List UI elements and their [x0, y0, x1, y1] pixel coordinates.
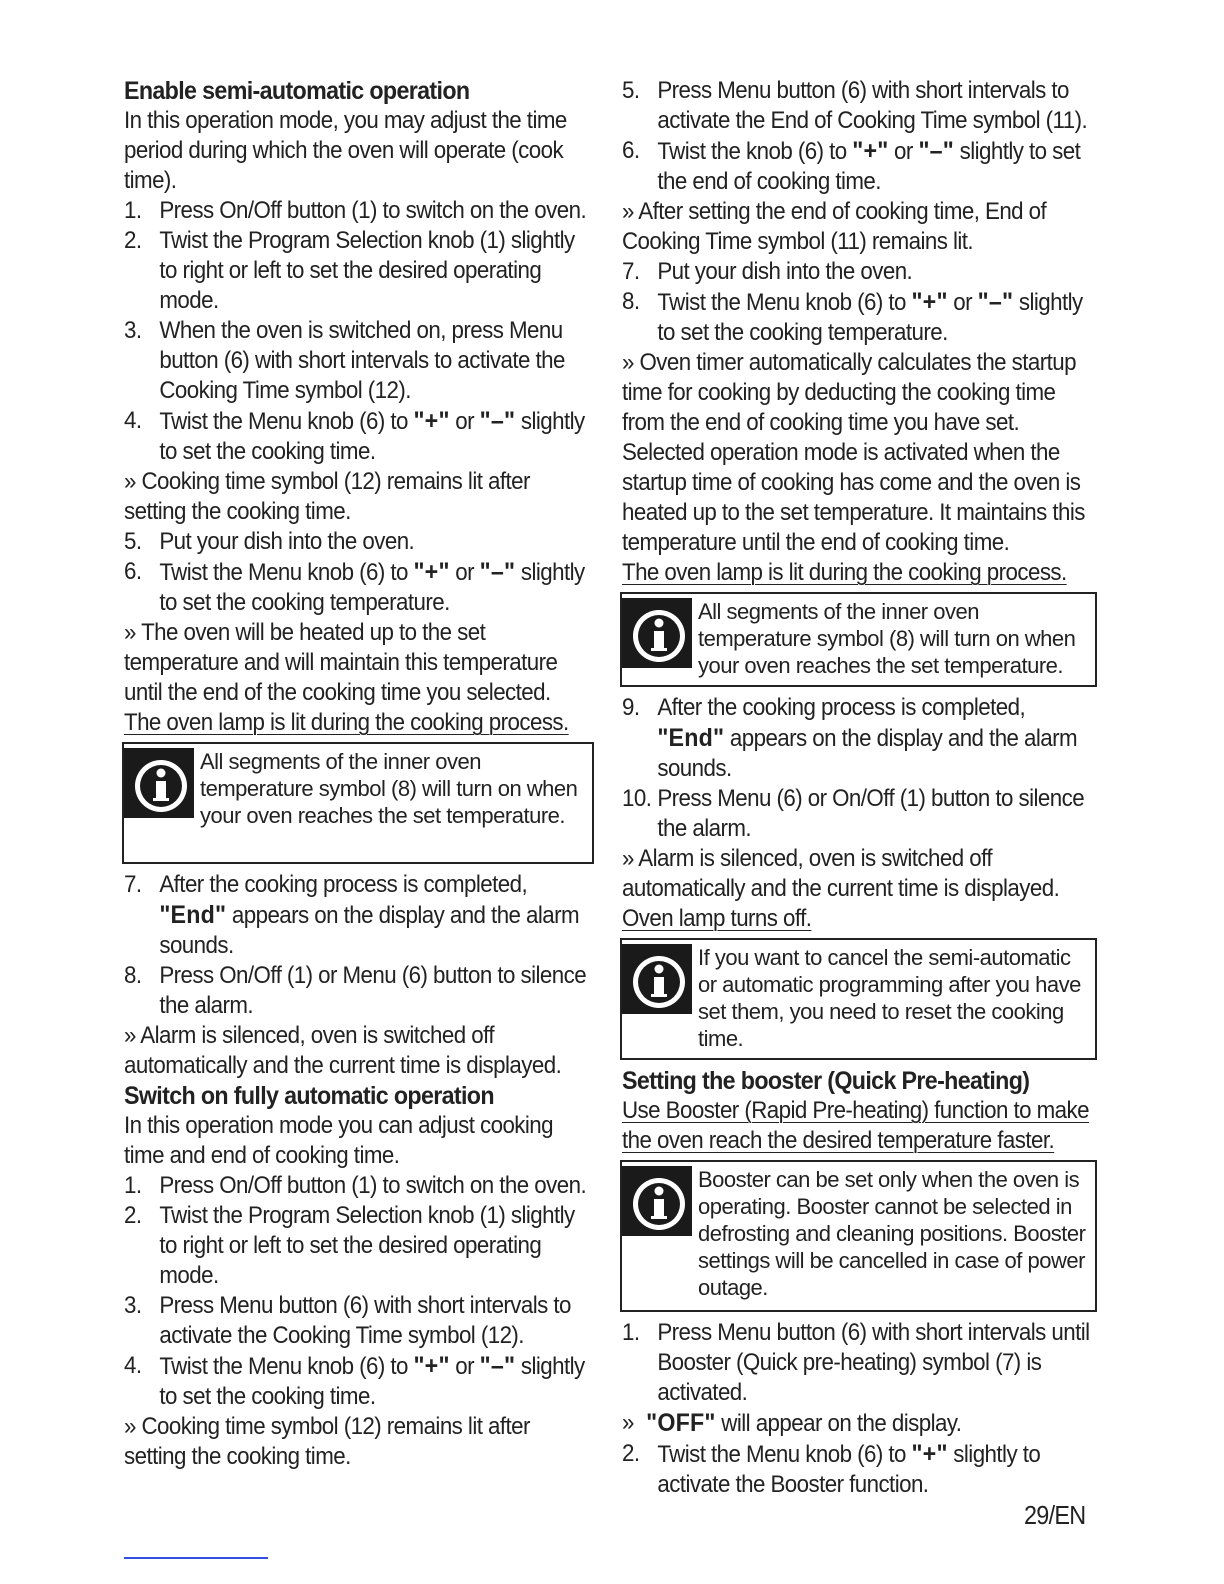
list-item: 1. Press On/Off button (1) to switch on the oven.	[124, 1172, 587, 1199]
result-text: » After setting the end of cooking time, End of Cooking Time symbol (11) remains lit.	[622, 198, 1047, 255]
semi-auto-intro: In this operation mode, you may adjust the time period during which the oven will operate (cook time).	[124, 107, 567, 194]
result-text: » Cooking time symbol (12) remains lit after setting the cooking time.	[124, 1413, 530, 1470]
info-note	[620, 938, 1097, 1060]
list-item: 1. Press Menu button (6) with short intervals until Booster (Quick pre-heating) symbol (7) is activated.	[622, 1319, 1090, 1406]
list-item: 8. Press On/Off (1) or Menu (6) button to silence the alarm.	[124, 962, 587, 1019]
list-item: 6. Twist the knob (6) to "+" or "–" slightly to set the end of cooking time.	[622, 137, 1081, 195]
full-auto-heading: Switch on fully automatic operation	[124, 1082, 494, 1110]
result-text: » Oven timer automatically calculates the startup time for cooking by deducting the cooking time from the end of cooking time you have set. Selected operation mode is activated when the startup time of cooking has come and the oven is heated up to the set temperature. It maintains this temperature until the end of cooking time.	[622, 349, 1085, 556]
full-auto-intro: In this operation mode you can adjust cooking time and end of cooking time.	[124, 1112, 554, 1169]
list-item: 4. Twist the Menu knob (6) to "+" or "–" slightly to set the cooking time.	[124, 1352, 585, 1410]
list-item: 8. Twist the Menu knob (6) to "+" or "–" slightly to set the cooking temperature.	[622, 288, 1083, 346]
list-item: » "OFF" will appear on the display.	[622, 1409, 962, 1437]
list-item: 6. Twist the Menu knob (6) to "+" or "–" slightly to set the cooking temperature.	[124, 558, 585, 616]
info-note	[122, 742, 594, 864]
info-note-text: All segments of the inner oven temperature symbol (8) will turn on when your oven reaches the set temperature.	[698, 599, 1076, 678]
page-number: 29/EN	[1024, 1500, 1086, 1530]
result-text: » The oven will be heated up to the set temperature and will maintain this temperature until the end of the cooking time you selected.	[124, 619, 558, 706]
semi-auto-heading: Enable semi-automatic operation	[124, 77, 470, 105]
left-column	[124, 76, 594, 1472]
list-item: 3. Press Menu button (6) with short intervals to activate the Cooking Time symbol (12).	[124, 1292, 571, 1349]
info-icon	[622, 940, 698, 1058]
right-column	[622, 76, 1097, 1500]
result-text: » Alarm is silenced, oven is switched off automatically and the current time is displayed.	[124, 1022, 562, 1079]
result-text: » Alarm is silenced, oven is switched off automatically and the current time is displayed.	[622, 845, 1060, 902]
list-item: 9. After the cooking process is completed, "End" appears on the display and the alarm sounds.	[622, 694, 1078, 782]
info-note-text: Booster can be set only when the oven is operating. Booster cannot be selected in defrosting and cleaning positions. Booster settings will be cancelled in case of power outage.	[698, 1167, 1086, 1300]
result-text: » Cooking time symbol (12) remains lit after setting the cooking time.	[124, 468, 530, 525]
lamp-note: The oven lamp is lit during the cooking process.	[622, 559, 1067, 586]
info-icon	[124, 744, 200, 862]
list-item: 2. Twist the Program Selection knob (1) slightly to right or left to set the desired operating mode.	[124, 1202, 575, 1289]
list-item: 5. Put your dish into the oven.	[124, 528, 415, 555]
booster-intro: Use Booster (Rapid Pre-heating) function to make the oven reach the desired temperature faster.	[622, 1097, 1089, 1154]
list-item: 7. Put your dish into the oven.	[622, 258, 913, 285]
list-item: 3. When the oven is switched on, press Menu button (6) with short intervals to activate the Cooking Time symbol (12).	[124, 317, 565, 404]
info-icon	[622, 1162, 698, 1310]
list-item: 10. Press Menu (6) or On/Off (1) button to silence the alarm.	[622, 785, 1085, 842]
list-item: 4. Twist the Menu knob (6) to "+" or "–" slightly to set the cooking time.	[124, 407, 585, 465]
booster-heading: Setting the booster (Quick Pre-heating)	[622, 1067, 1030, 1095]
info-note	[620, 592, 1097, 687]
list-item: 7. After the cooking process is completed, "End" appears on the display and the alarm sounds.	[124, 871, 580, 959]
footer-divider	[124, 1557, 268, 1559]
info-icon	[622, 594, 698, 685]
info-note-text: If you want to cancel the semi-automatic or automatic programming after you have set them, you need to reset the cooking time.	[698, 945, 1081, 1051]
lamp-note: The oven lamp is lit during the cooking process.	[124, 709, 569, 736]
list-item: 2. Twist the Program Selection knob (1) slightly to right or left to set the desired operating mode.	[124, 227, 575, 314]
list-item: 1. Press On/Off button (1) to switch on the oven.	[124, 197, 587, 224]
info-note-text: All segments of the inner oven temperature symbol (8) will turn on when your oven reaches the set temperature.	[200, 749, 578, 828]
list-item: 2. Twist the Menu knob (6) to "+" slightly to activate the Booster function.	[622, 1440, 1041, 1498]
lamp-off-note: Oven lamp turns off.	[622, 905, 812, 932]
list-item: 5. Press Menu button (6) with short intervals to activate the End of Cooking Time symbol (11).	[622, 77, 1088, 134]
info-note	[620, 1160, 1097, 1312]
